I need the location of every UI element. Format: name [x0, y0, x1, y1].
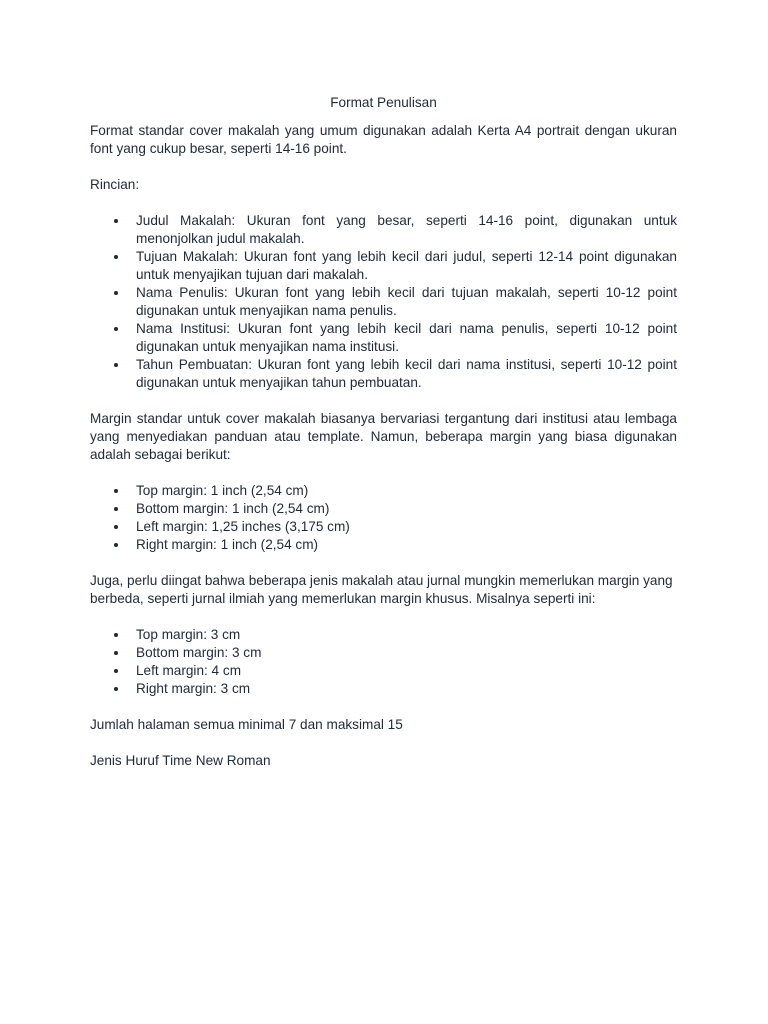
- list-item: Bottom margin: 3 cm: [90, 644, 677, 662]
- spacer: [90, 698, 677, 716]
- list-item: Tujuan Makalah: Ukuran font yang lebih kecil dari judul, seperti 12-14 point digunakan untuk menyajikan tujuan dari makalah.: [90, 248, 677, 284]
- spacer: [90, 608, 677, 626]
- list-item: Right margin: 1 inch (2,54 cm): [90, 536, 677, 554]
- margin-list-standard: [90, 482, 677, 554]
- list-item: Judul Makalah: Ukuran font yang besar, seperti 14-16 point, digunakan untuk menonjolkan judul makalah.: [90, 212, 677, 248]
- juga-paragraph: Juga, perlu diingat bahwa beberapa jenis makalah atau jurnal mungkin memerlukan margin yang berbeda, seperti jurnal ilmiah yang memerlukan margin khusus. Misalnya seperti ini:: [90, 573, 673, 606]
- list-item: Nama Institusi: Ukuran font yang lebih kecil dari nama penulis, seperti 10-12 point digunakan untuk menyajikan nama institusi.: [90, 320, 677, 356]
- list-item: Top margin: 1 inch (2,54 cm): [90, 482, 677, 500]
- jenis-huruf-line: Jenis Huruf Time New Roman: [90, 753, 271, 768]
- list-item: Left margin: 4 cm: [90, 662, 677, 680]
- document-title: Format Penulisan: [330, 95, 437, 110]
- jumlah-halaman-line: Jumlah halaman semua minimal 7 dan maksimal 15: [90, 717, 403, 732]
- spacer: [90, 194, 677, 212]
- rincian-label: Rincian:: [90, 177, 140, 192]
- spacer: [90, 392, 677, 410]
- margin-paragraph: Margin standar untuk cover makalah biasanya bervariasi tergantung dari institusi atau lembaga yang menyediakan panduan atau template. Namun, beberapa margin yang biasa digunakan adalah sebagai berikut:: [90, 411, 677, 462]
- list-item: Top margin: 3 cm: [90, 626, 677, 644]
- list-item: Nama Penulis: Ukuran font yang lebih kecil dari tujuan makalah, seperti 10-12 point digunakan untuk menyajikan nama penulis.: [90, 284, 677, 320]
- spacer: [90, 158, 677, 176]
- list-item: Bottom margin: 1 inch (2,54 cm): [90, 500, 677, 518]
- list-item: Left margin: 1,25 inches (3,175 cm): [90, 518, 677, 536]
- spacer: [90, 554, 677, 572]
- list-item: Tahun Pembuatan: Ukuran font yang lebih kecil dari nama institusi, seperti 10-12 point digunakan untuk menyajikan tahun pembuatan.: [90, 356, 677, 392]
- rincian-list: [90, 212, 677, 392]
- intro-paragraph: Format standar cover makalah yang umum digunakan adalah Kerta A4 portrait dengan ukuran font yang cukup besar, seperti 14-16 point.: [90, 123, 677, 156]
- spacer: [90, 734, 677, 752]
- list-item: Right margin: 3 cm: [90, 680, 677, 698]
- spacer: [90, 464, 677, 482]
- margin-list-special: [90, 626, 677, 698]
